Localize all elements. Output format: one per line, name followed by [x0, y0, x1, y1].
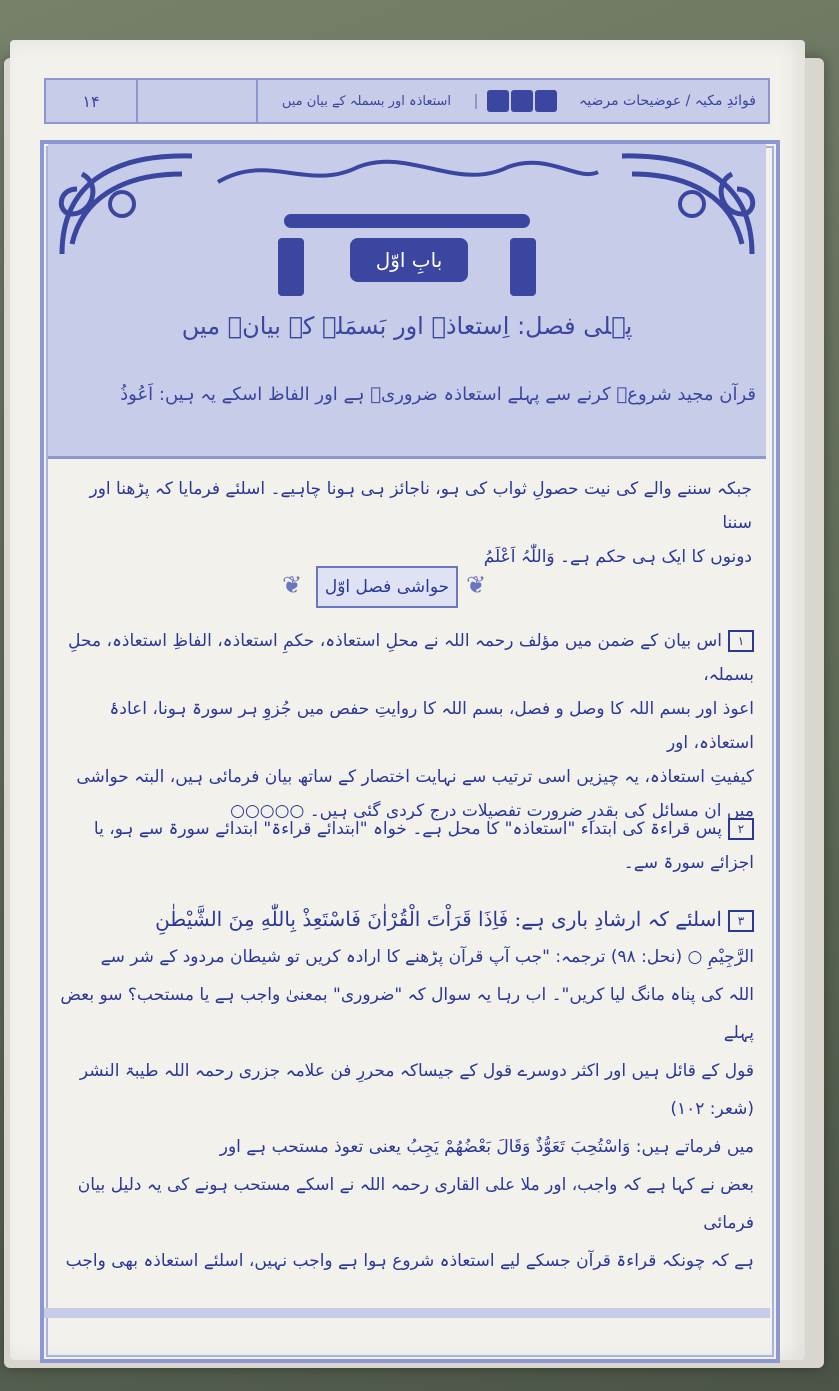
footnote-number: ۲ — [728, 818, 754, 840]
top-scroll-ornament — [208, 152, 608, 192]
footnote-line: ۳اسلئے کہ ارشادِ باری ہے: فَاِذَا قَرَاْتَ الْقُرْاٰنَ فَاسْتَعِذْ بِاللّٰهِ مِنَ الشَّيْطٰنِ — [60, 900, 754, 938]
section-flourish-right: ❦ — [465, 571, 487, 599]
footnote-line: بعض نے کہا ہے کہ واجب، اور ملا علی القاری رحمہ اللہ نے اسکے مستحب ہونے کی یہ دلیل بیان فرمائی — [77, 1175, 754, 1233]
publisher-logo — [487, 90, 557, 112]
intro-line: قرآن مجید شروعؒ کرنے سے پہلے استعاذہ ضروریؒ ہے اور الفاظ اسکے یہ ہیں: اَعُوذُ — [120, 384, 756, 405]
section-flourish-left: ❦ — [281, 571, 303, 599]
footnote-3 — [60, 900, 754, 1280]
heading-top-bar — [284, 214, 530, 228]
book-page — [10, 40, 805, 1360]
chapter-heading: پہلی فصل: اِستعاذہ اور بَسمَلہ کے بیانؒ میں — [181, 312, 633, 340]
footnote-line: اعوذ اور بسم اللہ کا وصل و فصل، بسم اللہ کا روایتِ حفص میں جُزوِ ہر سورۃ ہونا، اعادۂ استعاذہ، اور — [109, 699, 754, 753]
footnote-line: الرَّجِيْمِ ○ (نحل: ۹۸) ترجمہ: "جب آپ قرآن پڑھنے کا ارادہ کریں تو شیطان مردود کے شر سے — [100, 947, 754, 967]
footnote-line: ہے کہ چونکہ قراءۃ قرآن جسکے لیے استعاذہ شروع ہوا ہے واجب نہیں، اسلئے استعاذہ بھی واجب — [65, 1251, 754, 1271]
left-floral-ornament — [52, 144, 202, 264]
header-spacer — [138, 80, 258, 122]
right-pillar — [510, 238, 536, 296]
footnote-line: کیفیتِ استعاذہ، یہ چیزیں اسی ترتیب سے نہایت اختصار کے ساتھ بیان فرمائی ہیں، البتہ حواشی — [76, 767, 754, 787]
running-header — [44, 78, 770, 124]
footnote-number: ۳ — [728, 910, 754, 932]
chapter-banner — [48, 144, 766, 459]
section-title: حواشی فصل اوّل — [316, 566, 458, 608]
top-paragraph — [62, 472, 752, 574]
footnote-2 — [60, 812, 754, 880]
footnote-line: اللہ کی پناہ مانگ لیا کریں"۔ اب رہا یہ سوال کہ "ضروری" بمعنیٰ واجب ہے یا مستحب؟ سو بعض پہلے — [60, 985, 754, 1043]
series-title: فوائدِ مکیہ / عوضیحات مرضیہ — [579, 93, 756, 109]
footnote-line: اجزائے سورۃ سے۔ — [623, 853, 754, 873]
footnote-line: ۱اس بیان کے ضمن میں مؤلف رحمہ اللہ نے محلِ استعاذہ، حکمِ استعاذہ، الفاظِ استعاذہ، محلِ بسملہ، — [68, 631, 754, 685]
footnote-line: قول کے قائل ہیں اور اکثر دوسرے قول کے جیساکہ محررِ فن علامہ جزری رحمہ اللہ طیبۃ النشر (شعر: ۱۰۲) — [79, 1061, 754, 1119]
footnote-line: میں ان مسائل کی بقدرِ ضرورت تفصیلات درج کردی گئی ہیں۔ ○○○○○ — [230, 801, 754, 821]
running-title: استعاذہ اور بسملہ کے بیان میں — [258, 94, 477, 109]
top-paragraph-line: جبکہ سننے والے کی نیت حصولِ ثواب کی ہو، ناجائز ہی ہونا چاہیے۔ اسلئے فرمایا کہ پڑھنا اور سننا — [89, 479, 752, 533]
footnote-number: ۱ — [728, 630, 754, 652]
top-paragraph-line: دونوں کا ایک ہی حکم ہے۔ وَاللّٰہُ اَعْلَمُ — [483, 547, 752, 567]
footnote-1 — [60, 624, 754, 828]
chapter-label: بابِ اوّل — [350, 238, 468, 282]
right-floral-ornament — [612, 144, 762, 264]
page-number: ۱۴ — [46, 80, 138, 122]
left-pillar — [278, 238, 304, 296]
footnote-line: ۲پس قراءۃ کی ابتداء "استعاذہ" کا محل ہے۔ خواہ "ابتدائے قراءۃ" ابتدائے سورۃ سے ہو، یا — [60, 812, 754, 846]
bottom-border-band — [44, 1308, 770, 1318]
footnote-line: میں فرماتے ہیں: وَاسْتُحِبَ تَعَوُّذٌ وَقَالَ بَعْضُهُمْ يَجِبُ یعنی تعوذ مستحب ہے اور — [219, 1137, 754, 1157]
